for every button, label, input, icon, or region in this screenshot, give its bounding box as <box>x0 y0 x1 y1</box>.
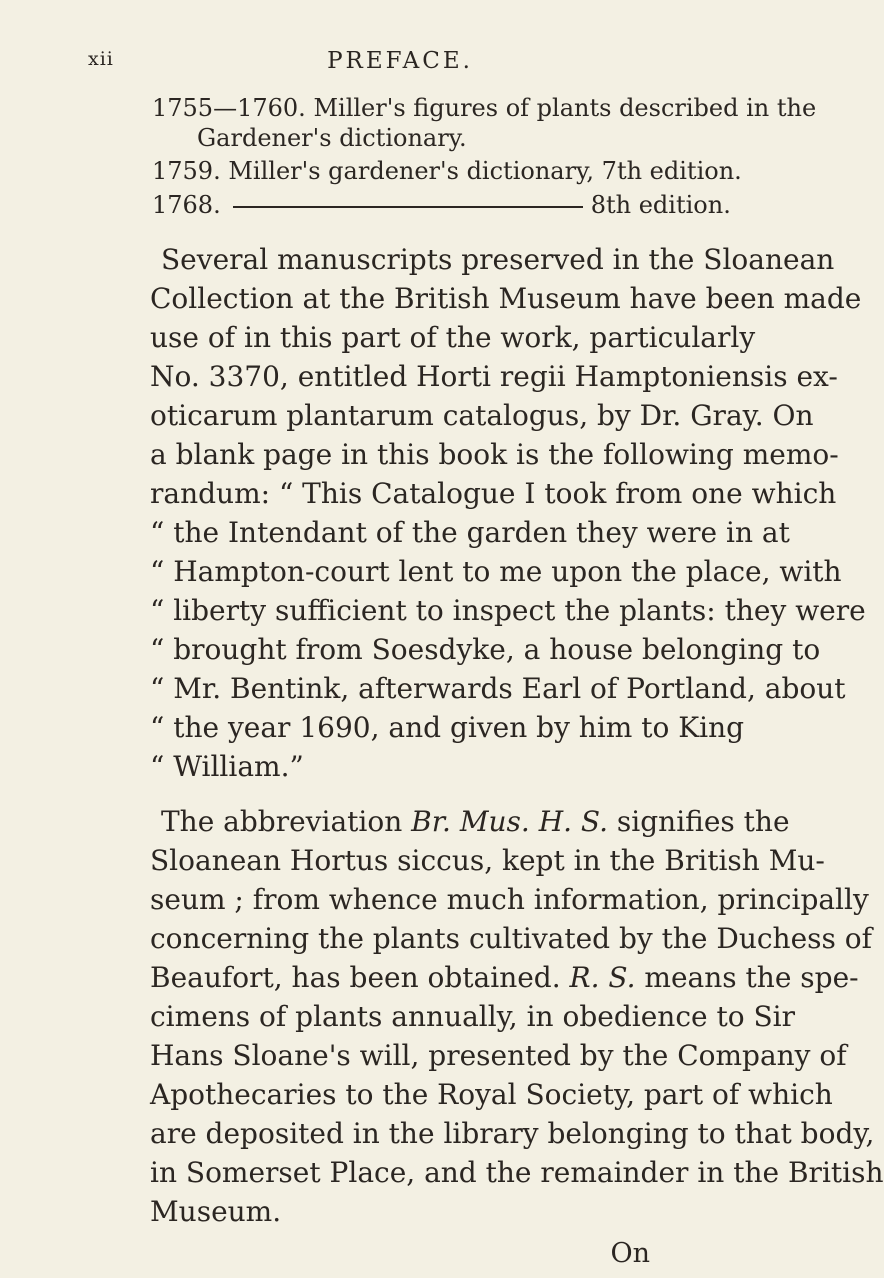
abbreviation: Br. Mus. H. S. <box>411 805 609 838</box>
text-line: oticarum plantarum catalogus, by Dr. Gray. On <box>150 399 814 432</box>
entry-date: 1759. <box>152 157 221 185</box>
text-span: means the spe- <box>635 961 859 994</box>
text-line: Apothecaries to the Royal Society, part of which <box>150 1078 833 1111</box>
text-line: Several manuscripts preserved in the Sloanean <box>161 243 835 276</box>
bibliography-entry <box>152 93 816 123</box>
text-line: Sloanean Hortus siccus, kept in the British Mu- <box>150 844 825 877</box>
page-header <box>0 48 800 82</box>
entry-text: Miller's gardener's dictionary, 7th edition. <box>228 157 742 185</box>
text-span: The abbreviation <box>161 805 412 838</box>
text-line: Collection at the British Museum have been made <box>150 282 862 315</box>
text-line: No. 3370, entitled Horti regii Hamptoniensis ex- <box>150 360 838 393</box>
catchword: On <box>610 1238 650 1269</box>
ditto-dashes <box>233 206 583 208</box>
text-line: use of in this part of the work, particularly <box>150 321 756 354</box>
text-line: are deposited in the library belonging to that body, <box>150 1117 875 1150</box>
bibliography-entry-continuation: Gardener's dictionary. <box>197 124 467 152</box>
text-line: cimens of plants annually, in obedience to Sir <box>150 1000 796 1033</box>
text-line: Hans Sloane's will, presented by the Company of <box>150 1039 847 1072</box>
text-line: “ William.” <box>150 750 304 783</box>
text-line <box>150 961 859 995</box>
text-line: “ brought from Soesdyke, a house belonging to <box>150 633 821 666</box>
text-line: in Somerset Place, and the remainder in the British <box>150 1156 884 1189</box>
text-line: concerning the plants cultivated by the Duchess of <box>150 922 872 955</box>
text-line: seum ; from whence much information, principally <box>150 883 869 916</box>
abbreviation: R. S. <box>569 961 636 994</box>
text-line: “ liberty sufficient to inspect the plants: they were <box>150 594 866 627</box>
text-span: signifies the <box>608 805 790 838</box>
text-line: a blank page in this book is the following memo- <box>150 438 839 471</box>
text-line: “ the year 1690, and given by him to King <box>150 711 745 744</box>
running-title: PREFACE. <box>327 48 473 74</box>
text-span: Beaufort, has been obtained. <box>150 961 570 994</box>
page-number: xii <box>88 48 114 70</box>
entry-date: 1768. <box>152 191 221 219</box>
text-line <box>161 805 790 839</box>
text-line: randum: “ This Catalogue I took from one which <box>150 477 837 510</box>
entry-text: Miller's figures of plants described in the <box>313 94 817 122</box>
bibliography-entry <box>152 156 742 186</box>
bibliography-entry <box>152 190 731 220</box>
text-line: “ the Intendant of the garden they were in at <box>150 516 790 549</box>
text-line: “ Hampton-court lent to me upon the place, with <box>150 555 842 588</box>
text-line: “ Mr. Bentink, afterwards Earl of Portland, about <box>150 672 846 705</box>
text-line: Museum. <box>150 1195 282 1228</box>
entry-text: 8th edition. <box>590 191 731 219</box>
entry-date: 1755—1760. <box>152 94 306 122</box>
